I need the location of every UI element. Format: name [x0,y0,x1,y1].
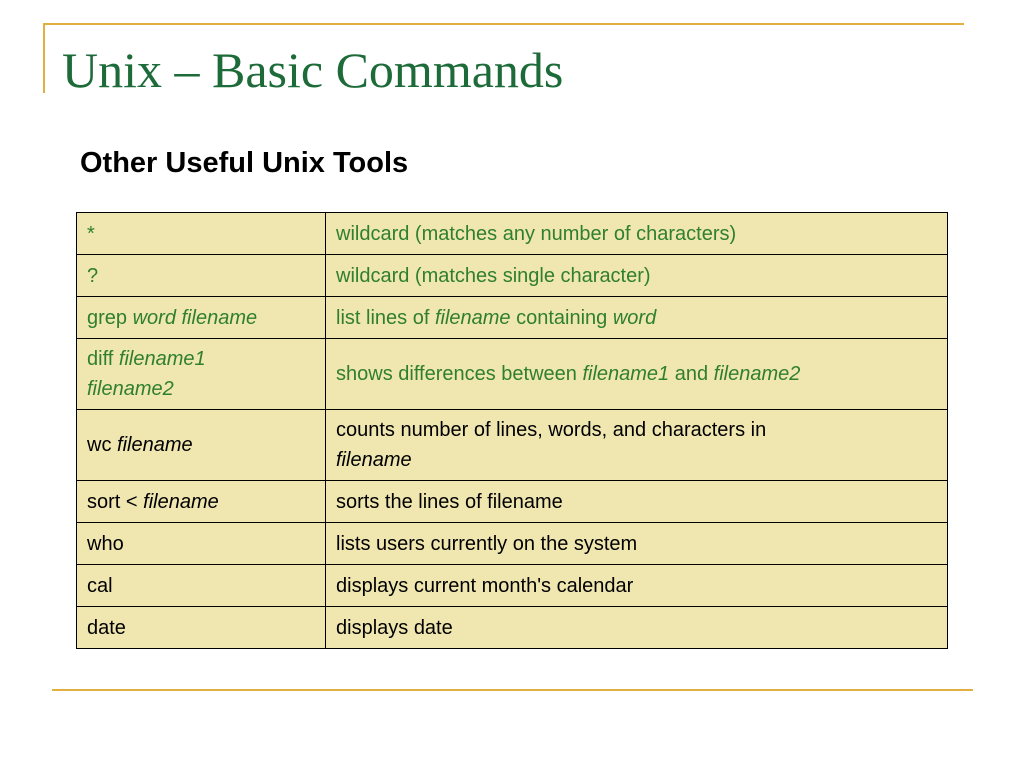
description-cell [326,213,948,255]
bottom-rule [52,689,973,691]
command-cell [77,410,326,481]
table-row [77,213,948,255]
description-text: and [674,363,709,385]
description-cell [326,607,948,649]
description-argument: word [612,307,657,329]
description-text: lists users currently on the system [336,533,638,555]
command-text: ? [87,265,99,287]
command-text: wc [87,434,112,456]
left-rule [43,23,45,93]
command-argument: filename [117,434,193,456]
command-cell [77,523,326,565]
description-text: list lines of [336,307,430,329]
command-argument: filename1 [118,348,206,370]
description-cell [326,410,948,481]
command-text: who [87,533,124,555]
description-text: wildcard (matches any number of characters) [336,223,737,245]
description-cell [326,523,948,565]
command-argument: filename [143,491,219,513]
command-cell [77,565,326,607]
command-cell [77,255,326,297]
table-row [77,255,948,297]
table-row [77,565,948,607]
command-text: cal [87,575,113,597]
description-text: counts number of lines, words, and characters in [336,419,767,441]
description-text: displays current month's calendar [336,575,634,597]
description-text: displays date [336,617,453,639]
description-argument: filename2 [713,363,801,385]
command-cell [77,481,326,523]
description-cell [326,255,948,297]
command-text: diff [87,348,114,370]
description-text: shows differences between [336,363,577,385]
command-argument: filename2 [87,378,174,400]
table-row [77,339,948,410]
description-cell [326,481,948,523]
description-text: containing [516,307,608,329]
top-rule [43,23,964,25]
command-text: sort < [87,491,138,513]
command-text: grep [87,307,128,329]
table-row [77,523,948,565]
command-cell [77,339,326,410]
description-argument: filename1 [582,363,670,385]
command-cell [77,607,326,649]
command-cell [77,297,326,339]
description-argument: filename [434,307,511,329]
description-cell [326,297,948,339]
description-cell [326,565,948,607]
command-argument: word filename [132,307,258,329]
tools-table [76,212,948,649]
command-text: * [87,223,95,245]
slide-title: Unix – Basic Commands [62,42,564,98]
command-text: date [87,617,126,639]
table-row [77,410,948,481]
table-row [77,607,948,649]
table-row [77,481,948,523]
description-cell [326,339,948,410]
description-text: wildcard (matches single character) [336,265,651,287]
table-row [77,297,948,339]
command-cell [77,213,326,255]
description-argument: filename [336,449,412,471]
description-text: sorts the lines of filename [336,491,563,513]
slide-subtitle: Other Useful Unix Tools [80,147,409,179]
